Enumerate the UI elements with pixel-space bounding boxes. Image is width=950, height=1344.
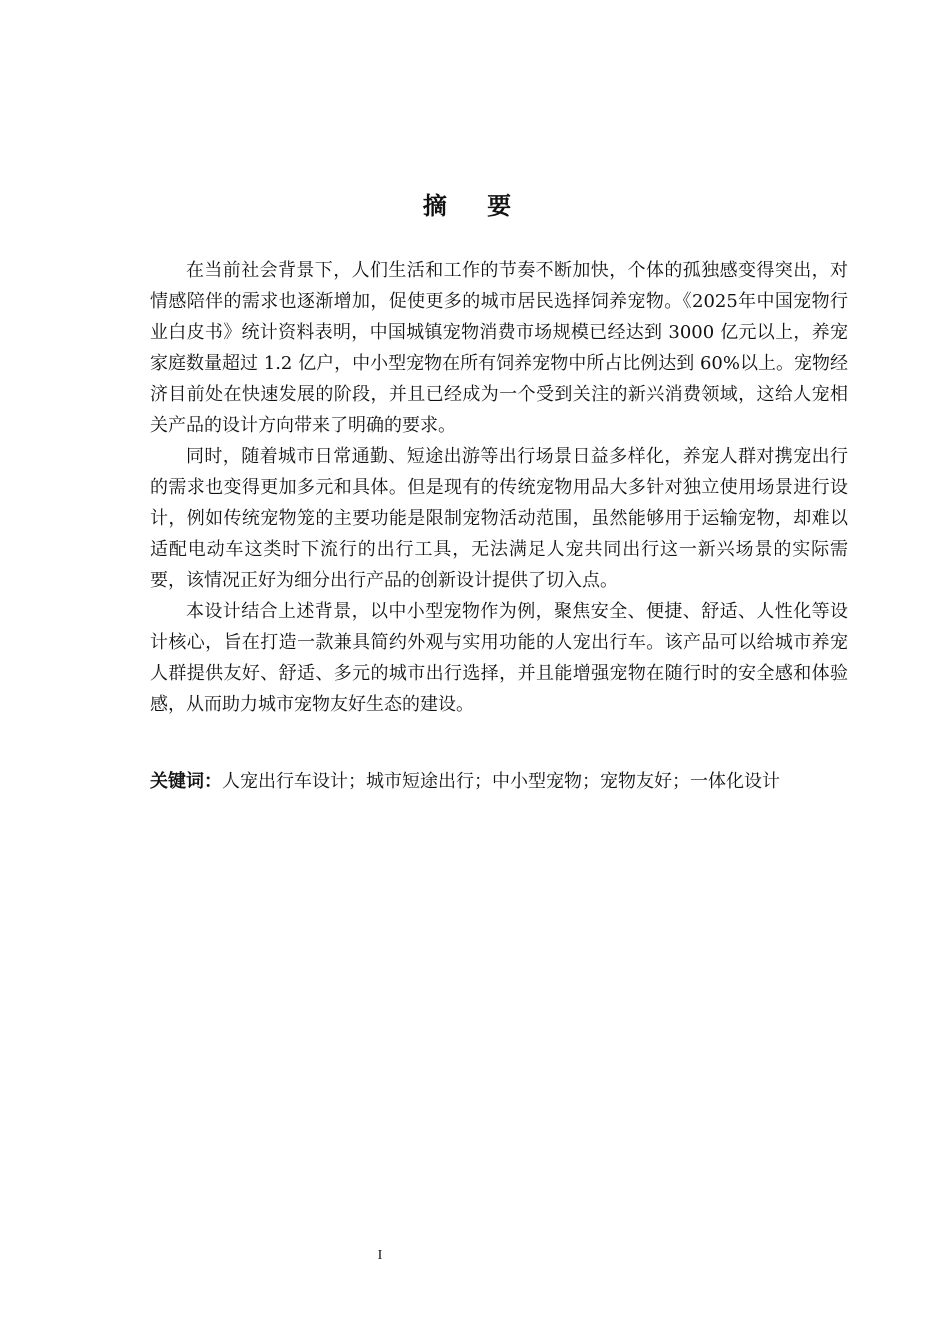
keywords-text: 人宠出行车设计；城市短途出行；中小型宠物；宠物友好；一体化设计 <box>222 771 780 792</box>
page-number: I <box>377 1248 383 1263</box>
abstract-paragraph-2: 同时，随着城市日常通勤、短途出游等出行场景日益多样化，养宠人群对携宠出行的需求也变得更加多元和具体。但是现有的传统宠物用品大多针对独立使用场景进行设计，例如传统宠物笼的主要功能是限制宠物活动范围，虽然能够用于运输宠物，却难以适配电动车这类时下流行的出行工具，无法满足人宠共同出行这一新兴场景的实际需要，该情况正好为细分出行产品的创新设计提供了切入点。 <box>150 446 848 591</box>
abstract-paragraph-1: 在当前社会背景下，人们生活和工作的节奏不断加快，个体的孤独感变得突出，对情感陪伴的需求也逐渐增加，促使更多的城市居民选择饲养宠物。《2025年中国宠物行业白皮书》统计资料表明，中国城镇宠物消费市场规模已经达到 3000 亿元以上，养宠家庭数量超过 1.2 亿户，中小型宠物在所有饲养宠物中所占比例达到 60%以上。宠物经济目前处在快速发展的阶段，并且已经成为一个受到关注的新兴消费领域，这给人宠相关产品的设计方向带来了明确的要求。 <box>150 260 848 436</box>
keywords-label: 关键词： <box>150 771 222 792</box>
keywords-line <box>150 766 848 797</box>
abstract-title: 摘 要 <box>422 192 528 220</box>
abstract-body <box>150 255 848 720</box>
abstract-paragraph-3: 本设计结合上述背景，以中小型宠物作为例，聚焦安全、便捷、舒适、人性化等设计核心，旨在打造一款兼具简约外观与实用功能的人宠出行车。该产品可以给城市养宠人群提供友好、舒适、多元的城市出行选择，并且能增强宠物在随行时的安全感和体验感，从而助力城市宠物友好生态的建设。 <box>150 601 848 715</box>
